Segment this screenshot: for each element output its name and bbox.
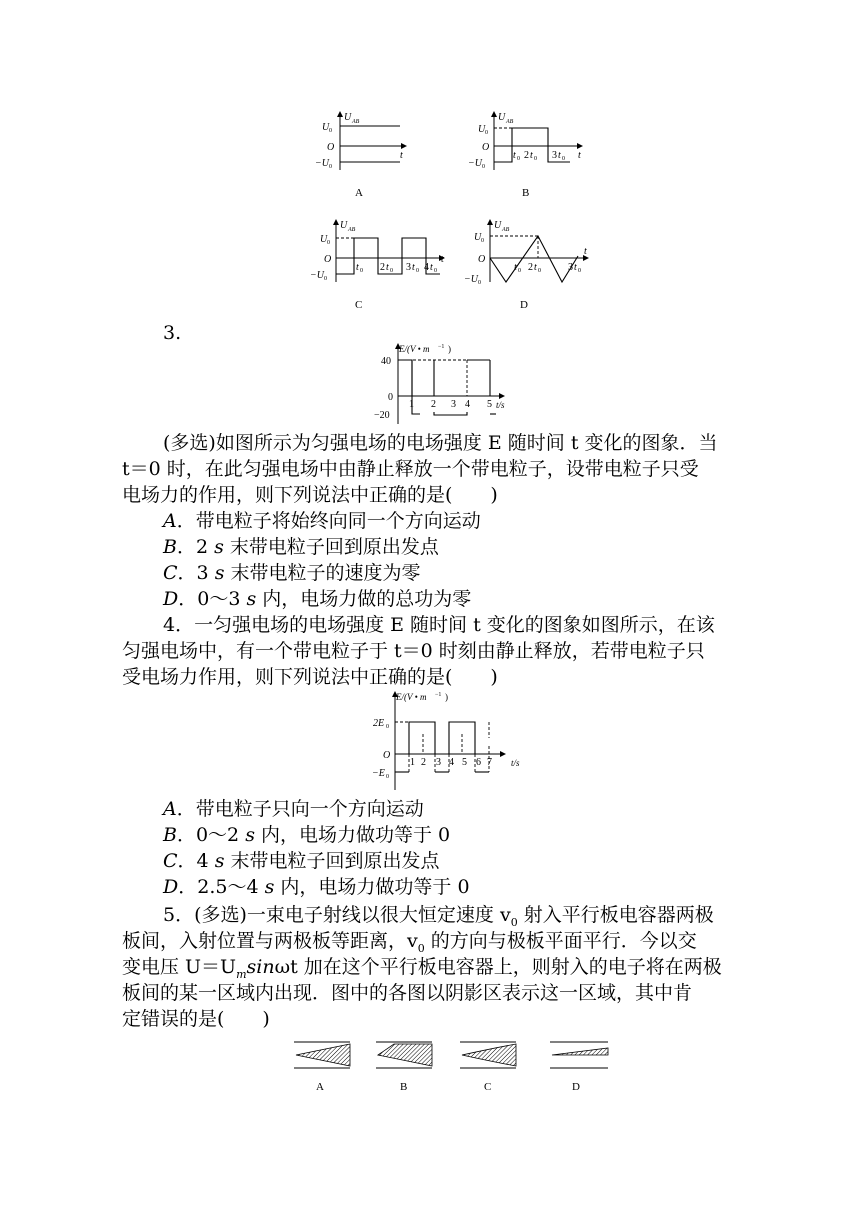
svg-text:0: 0	[416, 268, 419, 274]
svg-text:−1: −1	[435, 692, 442, 698]
svg-text:3: 3	[406, 262, 411, 273]
svg-text:t: t	[430, 262, 433, 273]
y-axis-label: U	[344, 112, 352, 123]
svg-text:2: 2	[380, 262, 385, 273]
svg-text:−U: −U	[464, 274, 478, 285]
svg-text:): )	[445, 692, 448, 702]
beam-option-c	[460, 1042, 516, 1068]
caption-b: B	[522, 187, 530, 199]
svg-text:U: U	[494, 220, 502, 231]
svg-text:U: U	[474, 232, 482, 243]
svg-text:t: t	[534, 262, 537, 273]
beam-caption-c: C	[484, 1081, 492, 1093]
svg-text:0: 0	[562, 156, 565, 162]
svg-text:0: 0	[434, 268, 437, 274]
beam-caption-b: B	[400, 1081, 408, 1093]
svg-text:−1: −1	[438, 344, 445, 350]
q5-stem-line-2: 板间，入射位置与两极板等距离，$v_0$ 的方向与极板平面平行．今以交	[122, 930, 697, 955]
graph-q3	[368, 340, 508, 426]
svg-text:−U: −U	[468, 158, 482, 169]
svg-text:): )	[448, 344, 451, 354]
q4-stem-line-3: 受电场力作用，则下列说法中正确的是( )	[122, 666, 498, 688]
svg-text:AB: AB	[502, 227, 510, 233]
svg-text:3: 3	[436, 757, 441, 768]
caption-c: C	[355, 299, 363, 311]
q3-option-d[interactable]: D．0～3 s 内，电场力做的总功为零	[163, 588, 472, 610]
svg-text:t: t	[356, 262, 359, 273]
svg-text:O: O	[383, 750, 391, 761]
svg-text:t/s: t/s	[511, 758, 520, 768]
svg-text:0: 0	[360, 268, 363, 274]
svg-text:3: 3	[451, 399, 456, 410]
svg-text:t: t	[514, 262, 517, 273]
svg-text:−20: −20	[374, 410, 390, 421]
beam-option-a	[294, 1042, 350, 1068]
graph-option-a	[300, 108, 430, 200]
graph-q4	[365, 688, 535, 792]
svg-text:4: 4	[449, 757, 454, 768]
beam-caption-d: D	[572, 1081, 580, 1093]
svg-text:−E: −E	[372, 768, 385, 779]
q3-option-a[interactable]: A．带电粒子将始终向同一个方向运动	[163, 510, 481, 532]
svg-text:0: 0	[327, 240, 330, 246]
svg-text:0: 0	[329, 128, 332, 134]
svg-text:0: 0	[485, 130, 488, 136]
caption-a: A	[355, 187, 363, 199]
q3-stem-line-1: (多选)如图所示为匀强电场的电场强度 E 随时间 t 变化的图象．当	[163, 432, 718, 454]
svg-text:t/s: t/s	[496, 400, 505, 410]
svg-text:3: 3	[568, 262, 573, 273]
svg-text:AB: AB	[352, 119, 360, 125]
svg-text:0: 0	[388, 392, 393, 403]
graph-option-c	[300, 216, 450, 312]
svg-text:2E: 2E	[373, 718, 385, 729]
svg-text:t: t	[530, 150, 533, 161]
svg-text:0: 0	[478, 280, 481, 286]
svg-text:U: U	[320, 234, 328, 245]
svg-text:6: 6	[476, 757, 481, 768]
svg-text:3: 3	[552, 150, 557, 161]
svg-text:0: 0	[386, 724, 389, 730]
svg-text:2: 2	[524, 150, 529, 161]
q3-stem-line-3: 电场力的作用，则下列说法中正确的是( )	[122, 484, 498, 506]
svg-text:0: 0	[482, 164, 485, 170]
svg-text:AB: AB	[506, 119, 514, 125]
svg-text:2: 2	[528, 262, 533, 273]
q3-option-b[interactable]: B．2 s 末带电粒子回到原出发点	[163, 536, 439, 558]
svg-text:0: 0	[390, 268, 393, 274]
svg-text:O: O	[478, 254, 486, 265]
q4-option-d[interactable]: D．2.5～4 s 内，电场力做功等于 0	[163, 876, 470, 898]
caption-d: D	[520, 299, 528, 311]
q4-stem-line-1: 4．一匀强电场的电场强度 E 随时间 t 变化的图象如图所示，在该	[163, 614, 715, 636]
svg-text:4: 4	[465, 399, 470, 410]
svg-text:t: t	[412, 262, 415, 273]
svg-text:0: 0	[578, 268, 581, 274]
svg-text:1: 1	[409, 399, 414, 410]
svg-text:t: t	[400, 150, 403, 161]
svg-text:−U: −U	[315, 158, 329, 169]
svg-text:0: 0	[517, 156, 520, 162]
q3-option-c[interactable]: C．3 s 末带电粒子的速度为零	[163, 562, 421, 584]
svg-text:t: t	[578, 150, 581, 161]
svg-text:t: t	[558, 150, 561, 161]
q5-stem-line-5: 定错误的是( )	[122, 1008, 270, 1030]
svg-text:1: 1	[410, 757, 415, 768]
svg-text:O: O	[327, 142, 335, 153]
q4-option-a[interactable]: A．带电粒子只向一个方向运动	[163, 798, 424, 820]
svg-text:t: t	[513, 150, 516, 161]
svg-text:7: 7	[487, 757, 492, 768]
svg-text:U: U	[322, 122, 330, 133]
svg-text:t: t	[441, 254, 444, 265]
svg-text:−U: −U	[310, 270, 324, 281]
svg-text:U: U	[340, 220, 348, 231]
svg-text:2: 2	[431, 399, 436, 410]
beam-caption-a: A	[316, 1081, 324, 1093]
q5-stem-line-3: 变电压 $U=U_m\sin\omega t$ 加在这个平行板电容器上，则射入的电子将在两极	[122, 956, 722, 981]
q3-stem-line-2: t＝0 时，在此匀强电场中由静止释放一个带电粒子，设带电粒子只受	[122, 458, 699, 480]
svg-text:0: 0	[534, 156, 537, 162]
beam-option-d	[550, 1042, 608, 1068]
beam-diagrams	[288, 1036, 618, 1096]
svg-text:U: U	[498, 112, 506, 123]
q4-stem-line-2: 匀强电场中，有一个带电粒子于 t＝0 时刻由静止释放，若带电粒子只	[122, 640, 705, 662]
svg-text:U: U	[478, 124, 486, 135]
question-3-number: 3.	[163, 322, 182, 344]
svg-text:E/(V • m: E/(V • m	[399, 344, 430, 354]
svg-text:4: 4	[424, 262, 429, 273]
q4-option-c[interactable]: C．4 s 末带电粒子回到原出发点	[163, 850, 440, 872]
svg-text:0: 0	[386, 774, 389, 780]
svg-text:t: t	[584, 246, 587, 257]
svg-text:5: 5	[487, 399, 492, 410]
svg-text:AB: AB	[348, 227, 356, 233]
q5-stem-line-4: 板间的某一区域内出现．图中的各图以阴影区表示这一区域，其中肯	[122, 982, 693, 1004]
svg-text:0: 0	[518, 268, 521, 274]
svg-text:2: 2	[421, 757, 426, 768]
svg-text:40: 40	[381, 356, 391, 367]
q4-option-b[interactable]: B．0～2 s 内，电场力做功等于 0	[163, 824, 451, 846]
svg-text:O: O	[482, 142, 490, 153]
q5-stem-line-1: 5．(多选)一束电子射线以很大恒定速度 $v_0$ 射入平行板电容器两极	[163, 904, 714, 929]
graph-option-d	[458, 216, 598, 312]
svg-text:t: t	[574, 262, 577, 273]
svg-text:E/(V • m: E/(V • m	[396, 692, 427, 702]
svg-text:O: O	[324, 254, 332, 265]
graph-option-b	[458, 108, 598, 200]
svg-text:0: 0	[481, 238, 484, 244]
beam-option-b	[376, 1042, 432, 1068]
svg-text:5: 5	[462, 757, 467, 768]
svg-text:0: 0	[538, 268, 541, 274]
svg-text:t: t	[386, 262, 389, 273]
svg-text:0: 0	[324, 276, 327, 282]
svg-text:0: 0	[329, 164, 332, 170]
